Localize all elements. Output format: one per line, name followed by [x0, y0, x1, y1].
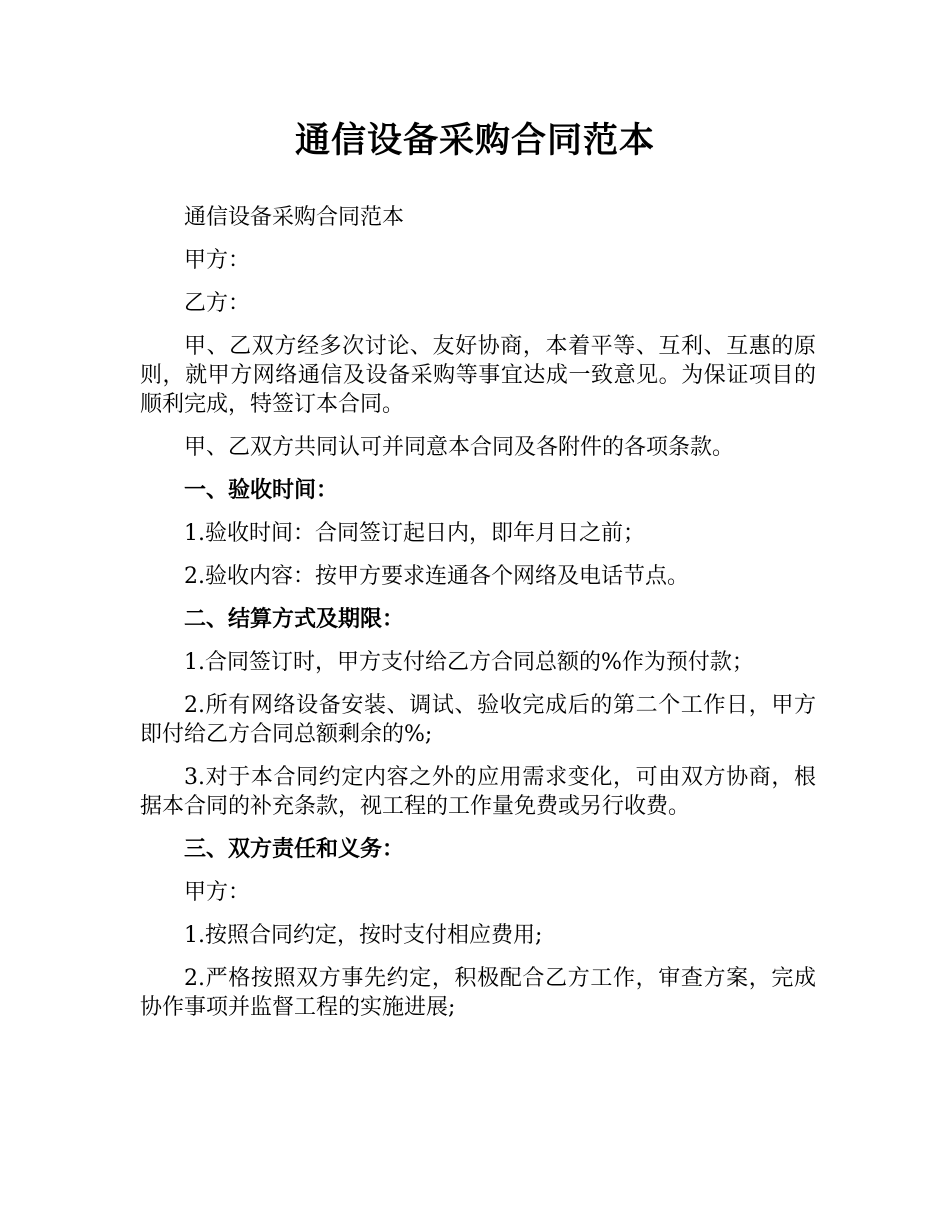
- party-a-responsibility-label: 甲方：: [184, 880, 251, 905]
- settlement-item-3: 3.对于本合同约定内容之外的应用需求变化，可由双方协商，根据本合同的补充条款，视工程的工作量免费或另行收费。: [140, 765, 816, 819]
- section-heading-responsibilities: 三、双方责任和义务：: [184, 836, 405, 862]
- settlement-item-2: 2.所有网络设备安装、调试、验收完成后的第二个工作日，甲方即付给乙方合同总额剩余的%;: [140, 693, 816, 747]
- party-a-responsibility-2: 2.严格按照双方事先约定，积极配合乙方工作，审查方案，完成协作事项并监督工程的实施进展;: [140, 966, 816, 1020]
- section-heading-acceptance: 一、验收时间：: [184, 477, 339, 503]
- party-a-label: 甲方：: [184, 248, 251, 273]
- party-b-label: 乙方：: [184, 291, 251, 316]
- subtitle-paragraph: 通信设备采购合同范本: [184, 205, 405, 230]
- section-heading-settlement: 二、结算方式及期限：: [184, 606, 405, 632]
- acceptance-item-2: 2.验收内容：按甲方要求连通各个网络及电话节点。: [184, 564, 689, 589]
- acceptance-item-1: 1.验收时间：合同签订起日内，即年月日之前；: [184, 521, 645, 546]
- party-a-responsibility-1: 1.按照合同约定，按时支付相应费用;: [184, 923, 543, 948]
- document-title: 通信设备采购合同范本: [294, 121, 655, 161]
- agreement-paragraph: 甲、乙双方共同认可并同意本合同及各附件的各项条款。: [184, 435, 735, 460]
- document-body: [140, 203, 816, 1036]
- intro-paragraph: 甲、乙双方经多次讨论、友好协商，本着平等、互利、互惠的原则，就甲方网络通信及设备采购等事宜达成一致意见。为保证项目的顺利完成，特签订本合同。: [140, 334, 816, 417]
- settlement-item-1: 1.合同签订时，甲方支付给乙方合同总额的%作为预付款；: [184, 650, 754, 675]
